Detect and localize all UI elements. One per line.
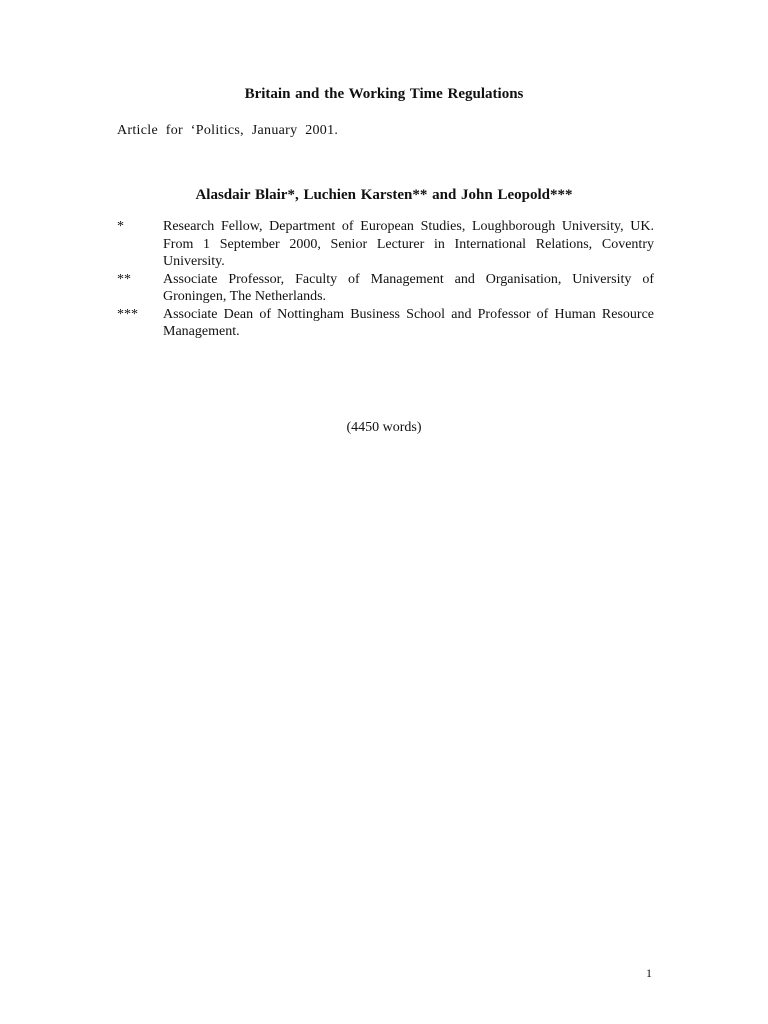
affiliation-text: Associate Professor, Faculty of Management and Organisation, University of Groningen, The Netherlands. — [163, 271, 654, 304]
word-count: (4450 words) — [346, 420, 422, 435]
affiliation-text: Associate Dean of Nottingham Business School and Professor of Human Resource Management. — [163, 306, 654, 339]
affiliation-marker: *** — [117, 306, 138, 322]
page-number: 1 — [646, 966, 652, 980]
affiliation-marker: * — [117, 219, 124, 234]
affiliation-marker: ** — [117, 271, 131, 287]
affiliation-item — [117, 271, 654, 306]
affiliation-text: Research Fellow, Department of European Studies, Loughborough University, UK. From 1 September 2000, Senior Lecturer in International Relations, Coventry University. — [163, 219, 654, 269]
document-title: Britain and the Working Time Regulations — [244, 86, 524, 102]
author-line: Alasdair Blair*, Luchien Karsten** and John Leopold*** — [195, 187, 573, 203]
affiliation-item — [117, 218, 654, 271]
affiliation-item — [117, 306, 654, 341]
affiliation-list — [117, 218, 654, 341]
article-note: Article for ‘Politics, January 2001. — [117, 123, 339, 138]
